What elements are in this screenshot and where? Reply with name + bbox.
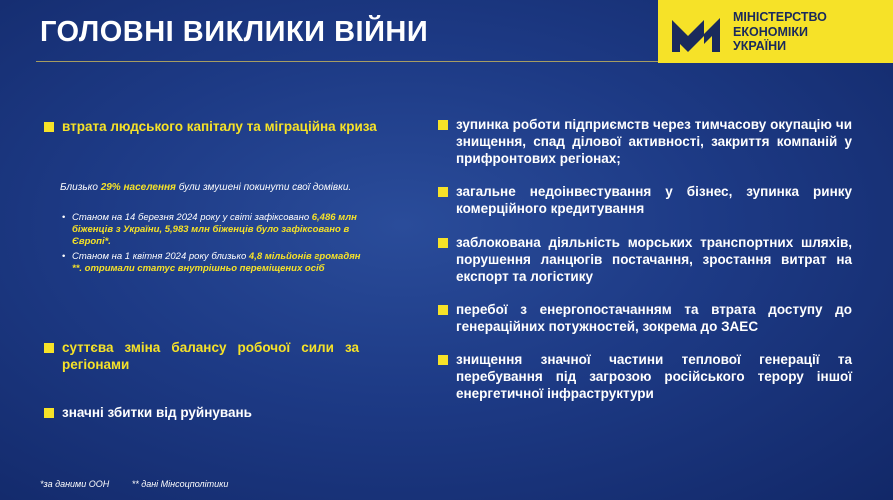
left-bullet-damage bbox=[44, 404, 344, 421]
ministry-logo bbox=[658, 0, 893, 63]
sub-bullet-dot: • bbox=[62, 212, 66, 223]
left-bullet-labour bbox=[44, 339, 359, 373]
bullet-square-icon bbox=[438, 355, 448, 365]
footer-note-minsoc: ** дані Мінсоцполітики bbox=[131, 479, 229, 489]
logo-line-3: УКРАЇНИ bbox=[733, 39, 787, 53]
footer-note-un: *за даними ООН bbox=[40, 479, 110, 489]
right-bullet-text: знищення значної частини теплової генерації та перебування під загрозою російського терору іншої енергетичної інфраструктури bbox=[456, 352, 852, 401]
note-highlight: 29% населення bbox=[100, 182, 176, 193]
right-bullet-2 bbox=[438, 183, 852, 217]
sub1-text: Станом на 14 березня 2024 року у світі зафіксовано bbox=[72, 212, 312, 223]
sub2-rest: **. отримали статус внутрішньо переміщених осіб bbox=[72, 263, 325, 274]
note-post: були змушені покинути свої домівки. bbox=[175, 182, 352, 193]
idp-sub-item bbox=[62, 251, 372, 275]
refugees-sub-item bbox=[62, 212, 372, 248]
bullet-square-icon bbox=[44, 408, 54, 418]
logo-line-2: ЕКОНОМІКИ bbox=[733, 24, 808, 39]
logo-text bbox=[733, 10, 827, 54]
left-bullet-migration bbox=[44, 118, 379, 135]
left-bullet-text: суттєва зміна балансу робочої сили за регіонами bbox=[62, 340, 359, 372]
left-bullet-text: втрата людського капіталу та міграційна криза bbox=[62, 119, 377, 134]
title-divider bbox=[36, 61, 660, 62]
sub-bullet-dot: • bbox=[62, 251, 66, 262]
population-note bbox=[60, 182, 351, 193]
footer-sources bbox=[40, 479, 248, 489]
bullet-square-icon bbox=[44, 343, 54, 353]
note-pre: Близько bbox=[60, 182, 101, 193]
left-bullet-text: значні збитки від руйнувань bbox=[62, 405, 252, 420]
page-title: ГОЛОВНІ ВИКЛИКИ ВІЙНИ bbox=[40, 16, 429, 48]
bullet-square-icon bbox=[438, 305, 448, 315]
sub2-text: Станом на 1 квітня 2024 року близько bbox=[72, 251, 249, 262]
right-bullet-text: загальне недоінвестування у бізнес, зупинка ринку комерційного кредитування bbox=[456, 184, 852, 216]
ministry-m-logo-icon bbox=[670, 10, 726, 54]
right-bullet-5 bbox=[438, 351, 852, 402]
right-bullet-4 bbox=[438, 301, 852, 335]
right-bullet-1 bbox=[438, 116, 852, 167]
logo-line-1: МІНІСТЕРСТВО bbox=[733, 10, 827, 24]
right-bullet-3 bbox=[438, 234, 852, 285]
bullet-square-icon bbox=[438, 238, 448, 248]
sub1-highlight: 6,486 млн біженців з України, 5,983 млн біженців було зафіксовано в Європі*. bbox=[72, 212, 357, 247]
right-bullet-text: зупинка роботи підприємств через тимчасову окупацію чи знищення, спад ділової активності, закриття компаній у прифронтових регіонах; bbox=[456, 117, 852, 166]
bullet-square-icon bbox=[438, 187, 448, 197]
right-bullet-text: заблокована діяльність морських транспортних шляхів, порушення ланцюгів постачання, зростання витрат на експорт та логістику bbox=[456, 235, 852, 284]
bullet-square-icon bbox=[44, 122, 54, 132]
bullet-square-icon bbox=[438, 120, 448, 130]
sub2-highlight: 4,8 мільйонів громадян bbox=[248, 251, 361, 262]
right-bullet-text: перебої з енергопостачанням та втрата доступу до генераційних потужностей, зокрема до ЗАЕС bbox=[456, 302, 852, 334]
